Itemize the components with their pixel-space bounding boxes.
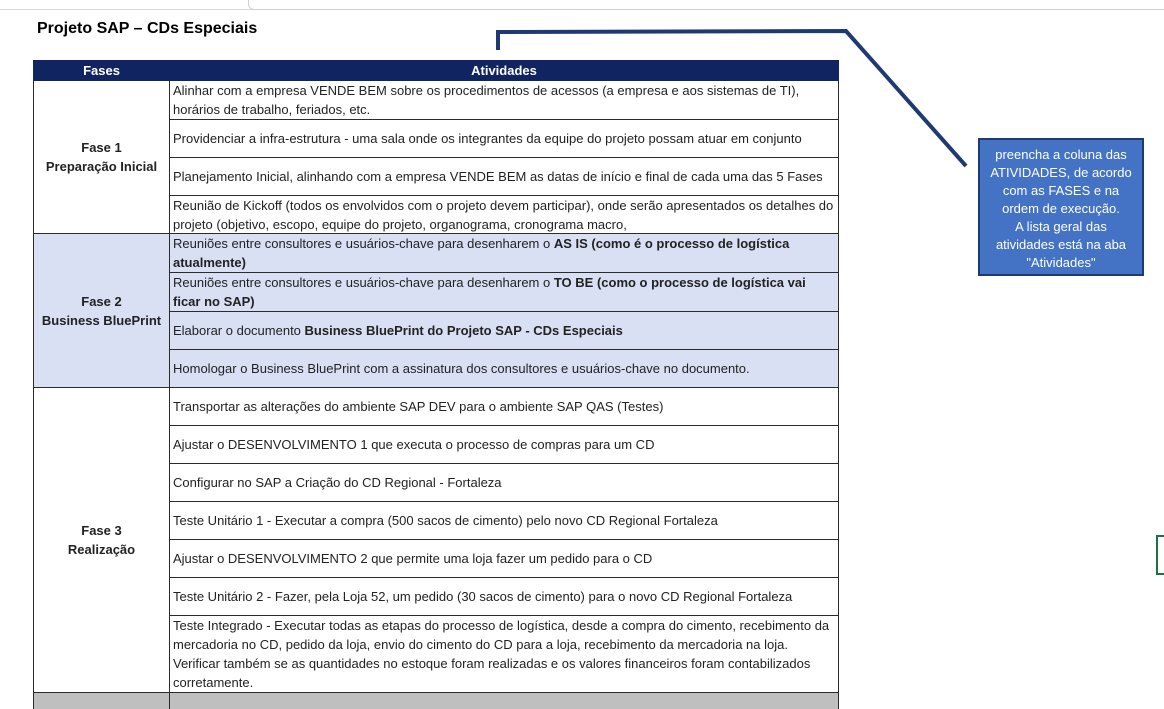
- callout-line: ordem de execução.: [1002, 201, 1120, 216]
- activity-cell[interactable]: [170, 312, 839, 350]
- phase-3-cell[interactable]: [34, 388, 170, 693]
- header-phases[interactable]: Fases: [34, 61, 170, 81]
- callout-line: "Atividades": [1026, 255, 1096, 270]
- phase-3-subtitle: Realização: [67, 542, 136, 557]
- phases-table: [33, 60, 839, 709]
- activity-text: Elaborar o documento: [173, 323, 305, 338]
- table-row: [34, 234, 839, 273]
- callout-line: ATIVIDADES, de acordo: [990, 165, 1132, 180]
- callout-line: A lista geral das: [1015, 219, 1107, 234]
- activity-text: Reuniões entre consultores e usuários-chave para desenharem o: [173, 275, 554, 290]
- table-header-row: [34, 61, 839, 81]
- table-row-empty: [34, 693, 839, 709]
- activity-bold-text: AS IS (como é o processo de logística atualmente): [173, 236, 790, 270]
- activity-cell[interactable]: Configurar no SAP a Criação do CD Regional - Fortaleza: [170, 464, 839, 502]
- activity-cell[interactable]: [170, 234, 839, 273]
- activity-cell[interactable]: Transportar as alterações do ambiente SAP DEV para o ambiente SAP QAS (Testes): [170, 388, 839, 426]
- activity-cell[interactable]: Providenciar a infra-estrutura - uma sala onde os integrantes da equipe do projeto possam atuar em conjunto: [170, 120, 839, 158]
- callout-line: com as FASES e na: [1002, 183, 1120, 198]
- phase-2-name: Fase 2: [81, 293, 122, 309]
- activity-cell[interactable]: [170, 350, 839, 388]
- callout-line: preencha a coluna das: [995, 147, 1127, 162]
- activity-cell[interactable]: Teste Integrado - Executar todas as etapas do processo de logística, desde a compra do cimento, recebimento da mercadoria no CD, pedido da loja, envio do cimento do CD para a loja, recebimento da mercadoria na loja. Verificar também se as quantidades no estoque foram realizadas e os valores financeiros foram contabilizados corretamente.: [170, 616, 839, 693]
- table-row: [34, 388, 839, 426]
- activity-cell[interactable]: Ajustar o DESENVOLVIMENTO 2 que permite uma loja fazer um pedido para o CD: [170, 540, 839, 578]
- callout-line: atividades está na aba: [995, 237, 1127, 252]
- selected-cell-edge[interactable]: [1156, 535, 1164, 575]
- activity-text-clipped: Reunião de Kickoff (todos os envolvidos com o projeto devem participar), onde serão apresentados os detalhes do projeto (objetivo, escopo, equipe do projeto, organograma, cronograma macro,: [173, 198, 834, 232]
- formula-bar-edge[interactable]: [248, 0, 1164, 10]
- phase-1-subtitle: Preparação Inicial: [45, 159, 158, 174]
- activity-cell[interactable]: [170, 196, 839, 234]
- phase-1-name: Fase 1: [81, 140, 122, 155]
- activity-cell[interactable]: Teste Unitário 1 - Executar a compra (500 sacos de cimento) pelo novo CD Regional Fortaleza: [170, 502, 839, 540]
- activity-cell[interactable]: Planejamento Inicial, alinhando com a empresa VENDE BEM as datas de início e final de cada uma das 5 Fases: [170, 158, 839, 196]
- activity-cell[interactable]: Ajustar o DESENVOLVIMENTO 1 que executa o processo de compras para um CD: [170, 426, 839, 464]
- phase-2-subtitle: Business BluePrint: [41, 312, 162, 328]
- phase-2-cell[interactable]: [34, 234, 170, 388]
- empty-cell[interactable]: [170, 693, 839, 709]
- activity-cell[interactable]: Alinhar com a empresa VENDE BEM sobre os procedimentos de acessos (a empresa e aos sistemas de TI), horários de trabalho, feriados, etc.: [170, 81, 839, 120]
- activity-cell[interactable]: [170, 273, 839, 312]
- activity-cell[interactable]: Teste Unitário 2 - Fazer, pela Loja 52, um pedido (30 sacos de cimento) para o novo CD Regional Fortaleza: [170, 578, 839, 616]
- header-activities[interactable]: Atividades: [170, 61, 839, 81]
- page-title: Projeto SAP – CDs Especiais: [37, 20, 258, 37]
- top-toolbar-edge: [0, 0, 1164, 10]
- phase-3-name: Fase 3: [81, 523, 122, 538]
- empty-cell[interactable]: [34, 693, 170, 709]
- phase-1-cell[interactable]: [34, 81, 170, 234]
- activity-bold-text: TO BE (como o processo de logística vai ficar no SAP): [173, 275, 806, 309]
- activity-text: Homologar o Business BluePrint com a assinatura dos consultores e usuários-chave no documento.: [173, 361, 750, 376]
- activity-text: Reuniões entre consultores e usuários-chave para desenharem o: [173, 236, 554, 251]
- activity-bold-text: Business BluePrint do Projeto SAP - CDs Especiais: [304, 323, 623, 338]
- callout-note[interactable]: [978, 138, 1144, 276]
- table-row: [34, 81, 839, 120]
